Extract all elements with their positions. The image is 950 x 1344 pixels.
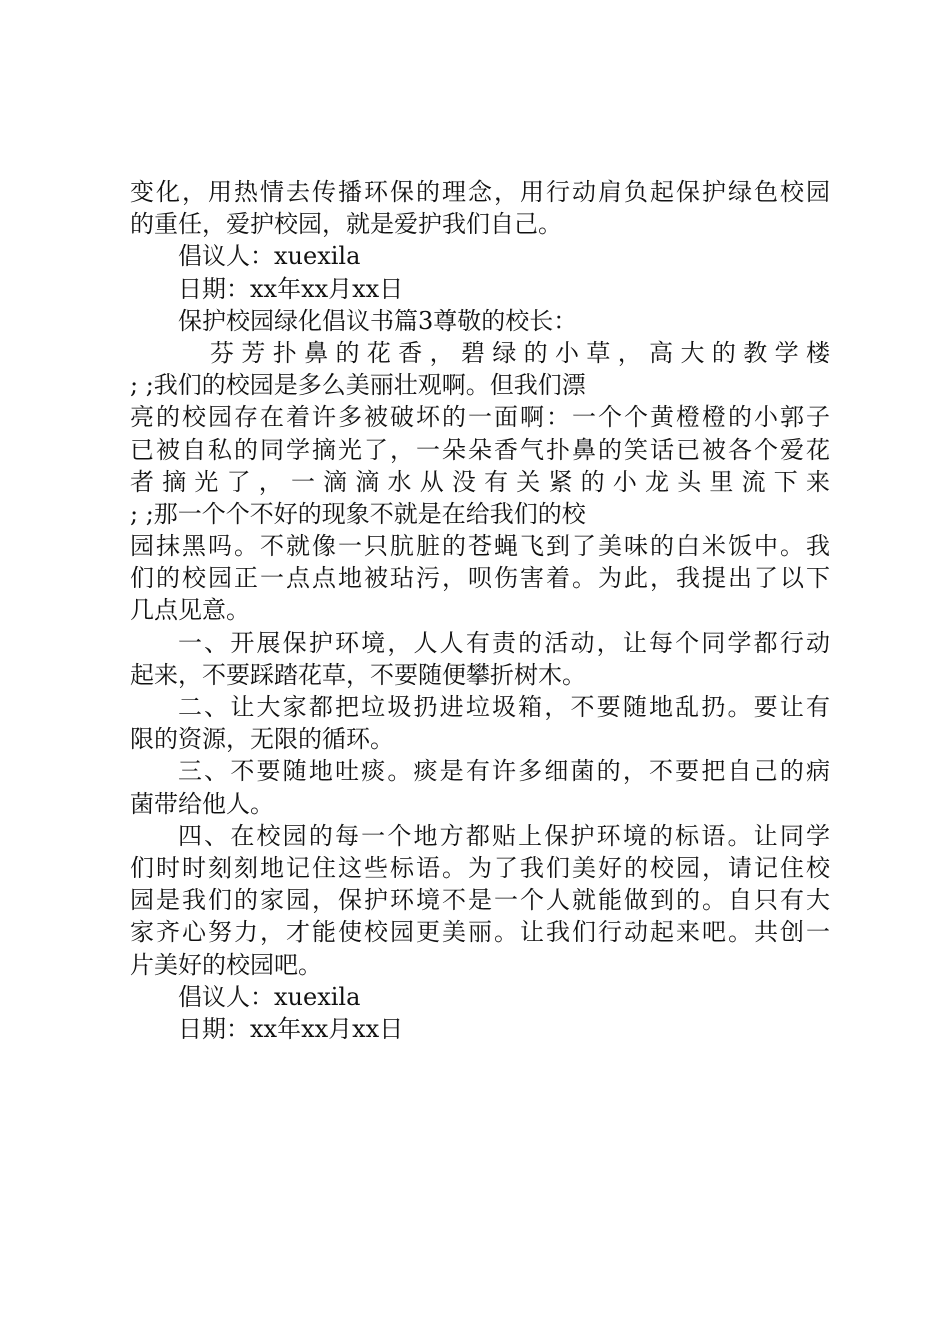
text-line-8: 亮的校园存在着许多被破坏的一面啊：一个个黄橙橙的小郭子 — [130, 403, 830, 432]
point-four-line-3: 园是我们的家园，保护环境不是一个人就能做到的。自只有大 — [130, 886, 830, 915]
point-four-line-4: 家齐心努力，才能使校园更美丽。让我们行动起来吧。共创一 — [130, 918, 830, 947]
text-line-12: 园抹黑吗。不就像一只肮脏的苍蝇飞到了美味的白米饭中。我 — [130, 532, 830, 561]
point-two-line-2: 限的资源，无限的循环。 — [130, 725, 394, 754]
text-line-7: ; ;我们的校园是多么美丽壮观啊。但我们漂 — [130, 371, 586, 400]
point-four-line-2: 们时时刻刻地记住这些标语。为了我们美好的校园，请记住校 — [130, 853, 830, 882]
text-line-10: 者摘光了，一滴滴水从没有关紧的小龙头里流下来 — [130, 467, 830, 496]
text-line-1: 变化，用热情去传播环保的理念，用行动肩负起保护绿色校园 — [130, 178, 830, 206]
text-line-14: 几点见意。 — [130, 596, 250, 625]
point-one-line-1: 一、开展保护环境，人人有责的活动，让每个同学都行动 — [178, 628, 830, 657]
date-line: 日期：xx年xx月xx日 — [178, 274, 404, 303]
date-line-2: 日期：xx年xx月xx日 — [178, 1014, 404, 1043]
text-line-11: ; ;那一个个不好的现象不就是在给我们的校 — [130, 499, 586, 528]
text-line-9: 已被自私的同学摘光了，一朵朵香气扑鼻的笑话已被各个爱花 — [130, 435, 830, 464]
text-line-13: 们的校园正一点点地被玷污，呗伤害着。为此，我提出了以下 — [130, 564, 830, 593]
point-two-line-1: 二、让大家都把垃圾扔进垃圾箱，不要随地乱扔。要让有 — [178, 693, 830, 721]
section-heading-line: 保护校园绿化倡议书篇3尊敬的校长： — [178, 306, 578, 335]
point-three-line-2: 菌带给他人。 — [130, 789, 274, 818]
text-line-6: 芬芳扑鼻的花香，碧绿的小草，高大的教学楼 — [210, 338, 830, 367]
point-four-line-5: 片美好的校园吧。 — [130, 950, 322, 979]
text-line-2: 的重任，爱护校园，就是爱护我们自己。 — [130, 210, 562, 239]
document-body — [130, 176, 830, 1045]
point-one-line-2: 起来，不要踩踏花草，不要随便攀折树木。 — [130, 660, 586, 689]
proposer-line: 倡议人：xuexila — [178, 242, 361, 271]
point-four-line-1: 四、在校园的每一个地方都贴上保护环境的标语。让同学 — [178, 821, 830, 850]
proposer-line-2: 倡议人：xuexila — [178, 982, 361, 1011]
point-three-line-1: 三、不要随地吐痰。痰是有许多细菌的，不要把自己的病 — [178, 757, 830, 786]
